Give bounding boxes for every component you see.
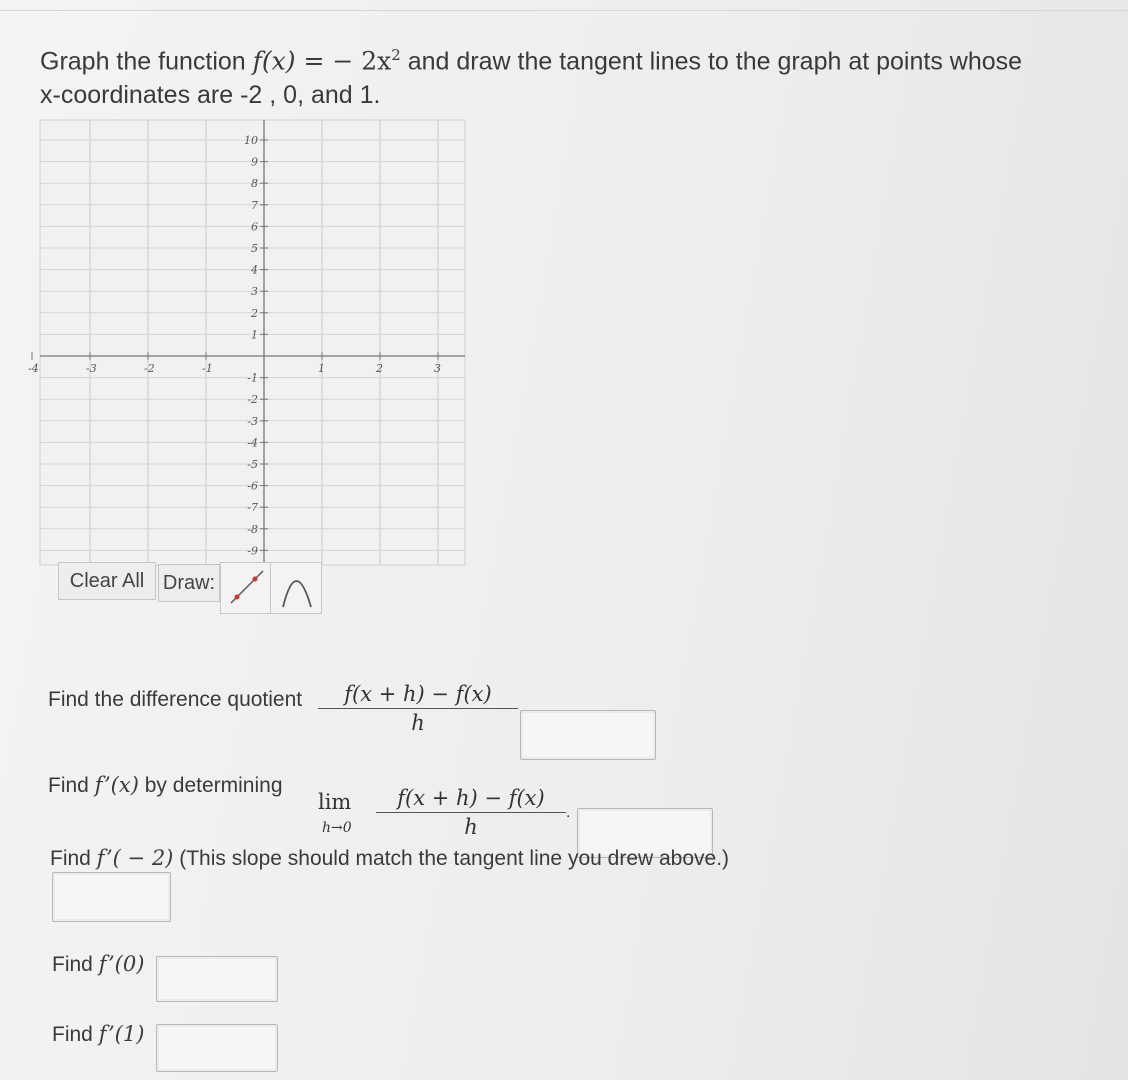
y-tick-label: 1 — [251, 328, 258, 342]
function-name: f(x) — [252, 46, 296, 76]
function-exponent: 2 — [391, 46, 401, 64]
y-tick-label: 10 — [244, 134, 258, 147]
x-tick-label: -4 — [28, 362, 39, 375]
y-tick-label: -8 — [247, 522, 258, 536]
limit-fraction — [376, 786, 566, 839]
draw-label: Draw: — [158, 564, 220, 602]
draw-toolbar — [58, 560, 328, 620]
coordinate-grid[interactable] — [28, 120, 465, 565]
x-tick-label: -1 — [202, 362, 213, 375]
derivative-question-label — [48, 773, 283, 798]
fprime-0-question — [52, 952, 144, 977]
y-tick-label: -6 — [247, 479, 258, 493]
parabola-tool-button[interactable] — [270, 562, 322, 614]
function-expression: − 2x — [332, 46, 392, 76]
derivative-label-post: by determining — [138, 774, 283, 797]
fprime-neg2-label-pre: Find — [50, 847, 97, 870]
y-tick-label: -7 — [247, 501, 258, 515]
y-tick-label: -9 — [247, 544, 258, 558]
difference-quotient-fraction — [318, 682, 518, 735]
x-tick-label: 1 — [318, 362, 325, 375]
y-tick-label: -2 — [247, 393, 258, 407]
fprime-1-input[interactable] — [156, 1024, 278, 1072]
parabola-icon — [271, 563, 321, 613]
limit-fraction-bar — [376, 812, 566, 813]
x-tick-label: -2 — [144, 362, 155, 375]
x-tick-label: 3 — [434, 362, 441, 375]
y-tick-label: 4 — [251, 263, 258, 277]
fprime-0: f’(0) — [98, 952, 145, 976]
question-prefix: Graph the function — [40, 47, 253, 76]
question-line2: x-coordinates are -2 , 0, and 1. — [40, 81, 381, 110]
y-tick-label: -4 — [247, 436, 258, 450]
y-tick-label: -3 — [247, 414, 258, 428]
clear-all-button[interactable]: Clear All — [58, 562, 156, 600]
fraction-denominator: h — [411, 711, 425, 735]
y-tick-label: 6 — [251, 220, 258, 234]
y-tick-label: 7 — [251, 198, 258, 212]
equals-sign: = — [295, 46, 333, 76]
y-tick-label: 8 — [251, 177, 258, 191]
fprime-0-label-pre: Find — [52, 953, 99, 976]
fprime-neg2-input[interactable] — [52, 872, 171, 922]
fprime-1-label-pre: Find — [52, 1023, 99, 1046]
limit-numerator: f(x + h) − f(x) — [397, 786, 545, 810]
fprime-0-input[interactable] — [156, 956, 278, 1002]
y-tick-label: 5 — [251, 242, 258, 255]
fprime-x: f’(x) — [94, 773, 139, 797]
period: . — [566, 804, 571, 821]
line-segment-icon — [221, 563, 271, 613]
limit-denominator: h — [464, 815, 478, 839]
graph-canvas[interactable] — [28, 120, 465, 565]
x-tick-label: 2 — [376, 362, 383, 375]
fprime-neg2-label-post: (This slope should match the tangent line you drew above.) — [173, 847, 730, 870]
y-tick-label: -5 — [247, 458, 258, 471]
line-tool-button[interactable] — [220, 562, 272, 614]
limit-subscript: h→0 — [322, 820, 352, 836]
y-tick-label: -1 — [247, 371, 258, 385]
fraction-numerator: f(x + h) − f(x) — [344, 682, 492, 706]
fprime-neg2: f’( − 2) — [96, 846, 174, 870]
fprime-1-question — [52, 1022, 144, 1047]
question-text — [40, 38, 1100, 112]
derivative-label-pre: Find — [48, 774, 95, 797]
y-tick-label: 2 — [251, 306, 258, 320]
y-tick-label: 3 — [251, 285, 258, 299]
difference-quotient-input[interactable] — [520, 710, 656, 760]
difference-quotient-label: Find the difference quotient — [48, 688, 303, 711]
fprime-neg2-question — [50, 846, 810, 871]
limit-symbol: lim — [318, 790, 352, 814]
question-suffix: and draw the tangent lines to the graph at points whose — [400, 47, 1023, 76]
fraction-bar — [318, 708, 518, 709]
divider — [0, 10, 1128, 11]
fprime-1: f’(1) — [98, 1022, 145, 1046]
y-tick-label: 9 — [251, 155, 258, 169]
x-tick-label: -3 — [86, 362, 97, 375]
